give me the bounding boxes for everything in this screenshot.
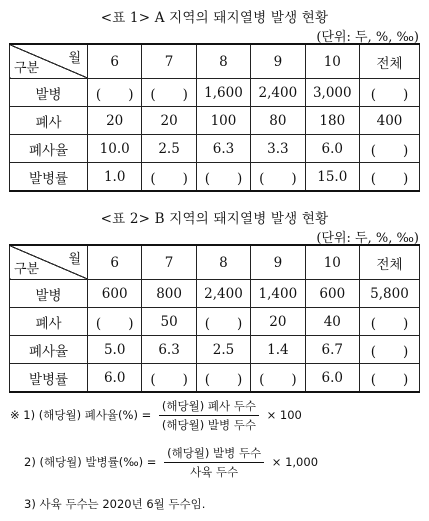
table-cell: 1,600 [196, 79, 250, 107]
table-cell: ( ) [88, 79, 142, 107]
table1-col-header: 전체 [360, 44, 420, 79]
table-cell: 6.0 [305, 135, 359, 163]
table1-col-header: 10 [305, 44, 359, 79]
table-cell: 20 [88, 107, 142, 135]
table-cell: 180 [305, 107, 359, 135]
table-cell: 2,400 [196, 280, 250, 308]
table-cell: 100 [196, 107, 250, 135]
table-cell: 400 [360, 107, 420, 135]
row-label: 폐사율 [10, 336, 88, 364]
row-label: 발병 [10, 280, 88, 308]
table2-col-header: 전체 [360, 245, 420, 280]
table-row [10, 364, 420, 393]
row-label: 폐사 [10, 107, 88, 135]
table-row [10, 107, 420, 135]
table-cell: ( ) [196, 308, 250, 336]
table-cell: 2.5 [142, 135, 196, 163]
table-cell: 6.7 [305, 336, 359, 364]
table1-header-row [10, 44, 420, 79]
table-row [10, 79, 420, 107]
table2-unit: (단위: 두, %, ‰) [316, 231, 419, 246]
table1-col-header: 6 [88, 44, 142, 79]
table-row [10, 135, 420, 163]
row-label: 발병률 [10, 163, 88, 192]
table-cell: ( ) [360, 308, 420, 336]
table-row [10, 280, 420, 308]
table-cell: 2,400 [251, 79, 305, 107]
table-cell: ( ) [360, 163, 420, 192]
table-cell: ( ) [142, 364, 196, 393]
table1-col-header: 7 [142, 44, 196, 79]
table-cell: ( ) [360, 79, 420, 107]
table-cell: ( ) [196, 364, 250, 393]
footnote-2 [24, 445, 318, 480]
corner-category-label: 구분 [14, 262, 40, 277]
table-cell: ( ) [251, 163, 305, 192]
note1-denominator: (해당월) 발병 두수 [161, 418, 256, 432]
corner-month-label: 월 [68, 51, 81, 66]
table1-col-header: 8 [196, 44, 250, 79]
row-label: 발병률 [10, 364, 88, 393]
table-cell: 3.3 [251, 135, 305, 163]
table-cell: ( ) [142, 79, 196, 107]
note2-suffix: × 1,000 [271, 455, 319, 469]
table2 [9, 244, 420, 393]
table-row [10, 163, 420, 192]
corner-category-label: 구분 [14, 61, 40, 76]
table1-unit: (단위: 두, %, ‰) [316, 30, 419, 45]
table-cell: 6.0 [88, 364, 142, 393]
table-cell: 2.5 [196, 336, 250, 364]
table2-col-header: 7 [142, 245, 196, 280]
table-cell: ( ) [360, 336, 420, 364]
note-mark: ※ [10, 408, 20, 422]
table-cell: 600 [305, 280, 359, 308]
table2-col-header: 10 [305, 245, 359, 280]
table2-col-header: 6 [88, 245, 142, 280]
table-cell: 800 [142, 280, 196, 308]
note1-numerator: (해당월) 폐사 두수 [159, 398, 259, 416]
table-cell: ( ) [251, 364, 305, 393]
table1-title: <표 1> A 지역의 돼지열병 발생 현황 [100, 10, 329, 26]
note2-prefix: 2) (해당월) 발병률(‰) = [24, 455, 157, 469]
table-cell: 20 [251, 308, 305, 336]
table-cell: 1.0 [88, 163, 142, 192]
row-label: 폐사 [10, 308, 88, 336]
table2-corner-cell [10, 245, 88, 280]
table-cell: 5,800 [360, 280, 420, 308]
table-cell: 600 [88, 280, 142, 308]
table2-title: <표 2> B 지역의 돼지열병 발생 현황 [100, 211, 329, 227]
table2-col-header: 9 [251, 245, 305, 280]
table-cell: 3,000 [305, 79, 359, 107]
note2-fraction [164, 445, 264, 480]
table-cell: ( ) [142, 163, 196, 192]
table1-corner-cell [10, 44, 88, 79]
table-cell: ( ) [88, 308, 142, 336]
table1 [9, 43, 420, 192]
table-cell: 10.0 [88, 135, 142, 163]
row-label: 폐사율 [10, 135, 88, 163]
note2-numerator: (해당월) 발병 두수 [164, 445, 264, 463]
note2-denominator: 사육 두수 [190, 465, 239, 479]
table-cell: 20 [142, 107, 196, 135]
table-cell: 1.4 [251, 336, 305, 364]
table-cell: ( ) [196, 163, 250, 192]
row-label: 발병 [10, 79, 88, 107]
table-cell: 6.3 [142, 336, 196, 364]
table2-col-header: 8 [196, 245, 250, 280]
table-cell: ( ) [360, 135, 420, 163]
note1-prefix: 1) (해당월) 폐사율(%) = [23, 408, 152, 422]
table-cell: 80 [251, 107, 305, 135]
table-cell: 6.3 [196, 135, 250, 163]
table-row [10, 308, 420, 336]
corner-month-label: 월 [68, 252, 81, 267]
table-cell: ( ) [360, 364, 420, 393]
footnote-1 [10, 398, 302, 433]
table2-header-row [10, 245, 420, 280]
table1-col-header: 9 [251, 44, 305, 79]
footnote-3: 3) 사육 두수는 2020년 6월 두수임. [24, 497, 206, 511]
table-cell: 50 [142, 308, 196, 336]
table-cell: 40 [305, 308, 359, 336]
table-row [10, 336, 420, 364]
table-cell: 1,400 [251, 280, 305, 308]
table-cell: 15.0 [305, 163, 359, 192]
table-cell: 6.0 [305, 364, 359, 393]
note1-fraction [159, 398, 259, 433]
table-cell: 5.0 [88, 336, 142, 364]
note1-suffix: × 100 [266, 408, 302, 422]
